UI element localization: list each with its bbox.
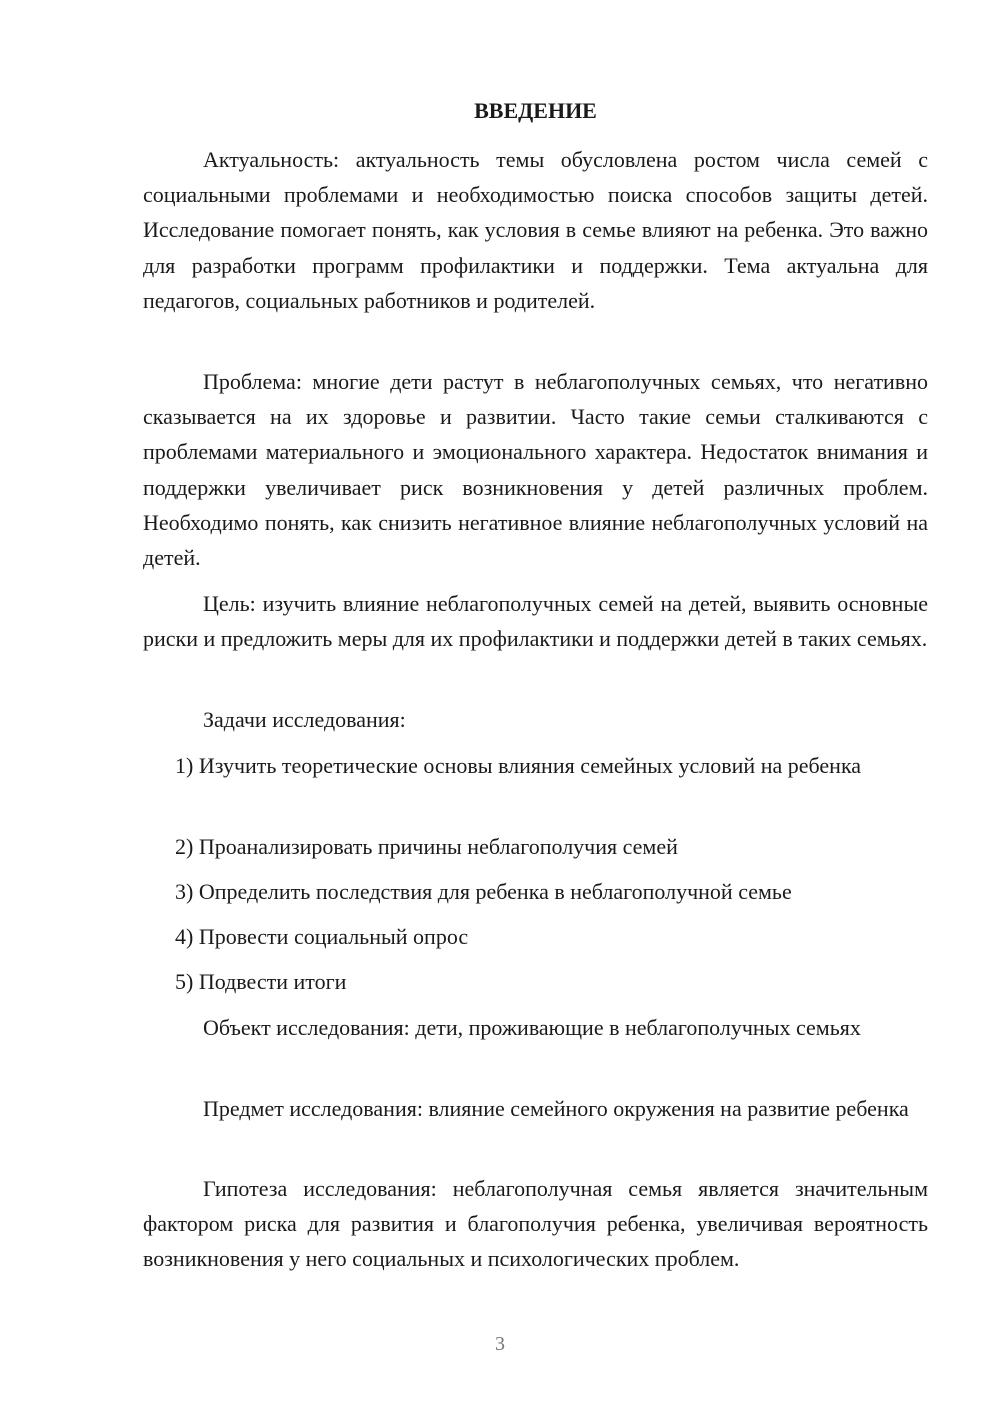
task-item-3: 3) Определить последствия для ребенка в неблагополучной семье xyxy=(175,879,792,904)
object-paragraph: Объект исследования: дети, проживающие в неблагополучных семьях xyxy=(203,1015,861,1040)
task-item-5: 5) Подвести итоги xyxy=(175,969,347,994)
subject-paragraph: Предмет исследования: влияние семейного окружения на развитие ребенка xyxy=(203,1096,909,1121)
task-item-1: 1) Изучить теоретические основы влияния семейных условий на ребенка xyxy=(175,753,862,778)
tasks-heading: Задачи исследования: xyxy=(203,707,406,732)
task-item-2: 2) Проанализировать причины неблагополучия семей xyxy=(175,834,678,859)
page-number: 3 xyxy=(495,1333,505,1355)
problem-paragraph: Проблема: многие дети растут в неблагополучных семьях, что негативно сказывается на их здоровье и развитии. Часто такие семьи сталкиваются с проблемами материального и эмоционального характера. Недостаток внимания и поддержки увеличивает риск возникновения у детей различных проблем. Необходимо понять, как снизить негативное влияние неблагополучных условий на детей. xyxy=(143,369,928,571)
hypothesis-paragraph: Гипотеза исследования: неблагополучная семья является значительным фактором риска для развития и благополучия ребенка, увеличивая вероятность возникновения у него социальных и психологических проблем. xyxy=(143,1176,928,1272)
relevance-paragraph: Актуальность: актуальность темы обусловлена ростом числа семей с социальными проблемами и необходимостью поиска способов защиты детей. Исследование помогает понять, как условия в семье влияют на ребенка. Это важно для разработки программ профилактики и поддержки. Тема актуальна для педагогов, социальных работников и родителей. xyxy=(143,147,928,313)
page-title: ВВЕДЕНИЕ xyxy=(474,98,597,123)
task-item-4: 4) Провести социальный опрос xyxy=(175,924,469,949)
goal-paragraph: Цель: изучить влияние неблагополучных семей на детей, выявить основные риски и предложить меры для их профилактики и поддержки детей в таких семьях. xyxy=(143,591,928,652)
